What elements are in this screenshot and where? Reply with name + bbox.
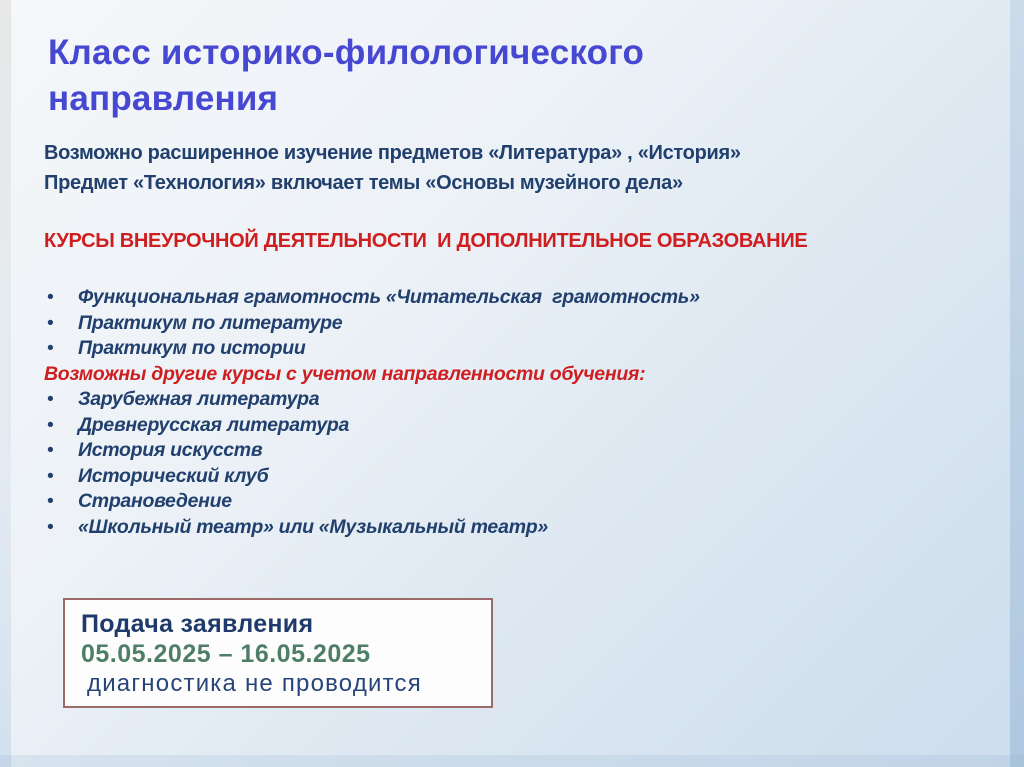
list-item: • Исторический клуб [44,464,924,490]
slide-title: Класс историко-филологического направления [48,33,655,118]
list-item: • Зарубежная литература [44,387,924,413]
intro-line-1: Возможно расширенное изучение предметов «Литература» , «История» [44,142,741,164]
courses-section [44,285,924,540]
list-item: • История искусств [44,438,924,464]
application-box-title: Подача заявления [81,610,314,638]
application-dates-box [63,598,493,708]
courses-list [44,285,924,362]
list-item: • Практикум по истории [44,336,924,362]
other-courses-note: Возможны другие курсы с учетом направленности обучения: [44,362,646,385]
list-item: • Страноведение [44,489,924,515]
application-box-dates: 05.05.2025 – 16.05.2025 [81,640,371,668]
list-item: • Древнерусская литература [44,413,924,439]
other-courses-list [44,387,924,540]
left-edge-decoration [0,0,11,767]
list-item: • Функциональная грамотность «Читательская грамотность» [44,285,924,311]
list-item: • Практикум по литературе [44,311,924,337]
intro-paragraphs [44,143,924,203]
application-box-note: диагностика не проводится [87,670,422,697]
intro-line-2: Предмет «Технология» включает темы «Основы музейного дела» [44,172,683,194]
section-heading-courses: КУРСЫ ВНЕУРОЧНОЙ ДЕЯТЕЛЬНОСТИ И ДОПОЛНИТЕЛЬНОЕ ОБРАЗОВАНИЕ [44,230,808,252]
right-edge-decoration [1010,0,1024,767]
bottom-edge-decoration [0,755,1024,767]
list-item: • «Школьный театр» или «Музыкальный театр» [44,515,924,541]
